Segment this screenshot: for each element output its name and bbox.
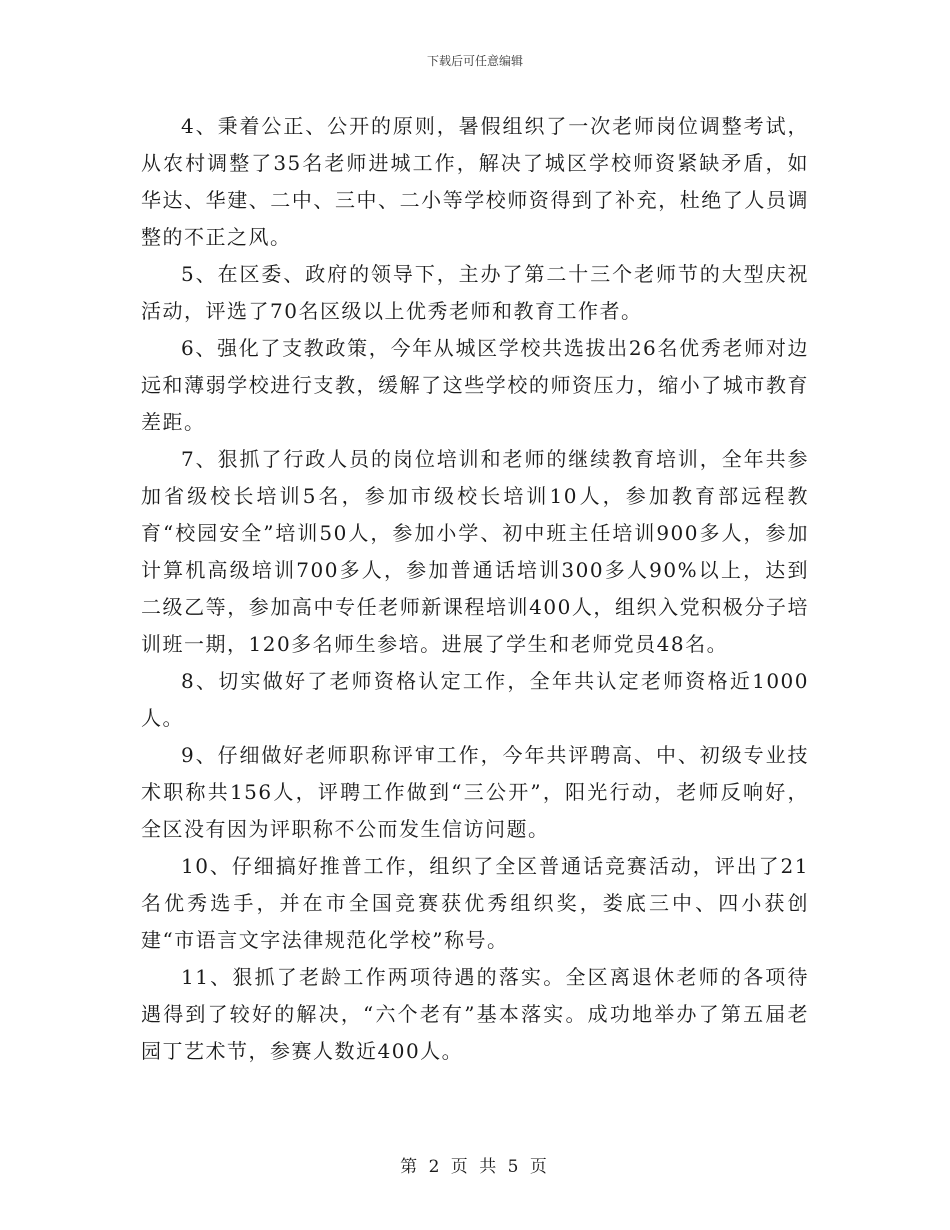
- paragraph-item-10: 10、仔细搞好推普工作，组织了全区普通话竞赛活动，评出了21名优秀选手，并在市全国竞赛获优秀组织奖，娄底三中、四小获创建“市语言文字法律规范化学校”称号。: [141, 854, 809, 952]
- paragraph-item-8: 8、切实做好了老师资格认定工作，全年共认定老师资格近1000人。: [141, 669, 809, 730]
- paragraph-item-6: 6、强化了支教政策，今年从城区学校共选拔出26名优秀老师对边远和薄弱学校进行支教，缓解了这些学校的师资压力，缩小了城市教育差距。: [141, 336, 809, 434]
- body-text: [141, 108, 809, 1070]
- page-number-footer: 第 2 页 共 5 页: [400, 1157, 550, 1177]
- paragraph-item-11: 11、狠抓了老龄工作两项待遇的落实。全区离退休老师的各项待遇得到了较好的解决，“六个老有”基本落实。成功地举办了第五届老园丁艺术节，参赛人数近400人。: [141, 965, 809, 1063]
- paragraph-item-7: 7、狠抓了行政人员的岗位培训和老师的继续教育培训，全年共参加省级校长培训5名，参加市级校长培训10人，参加教育部远程教育“校园安全”培训50人，参加小学、初中班主任培训900多人，参加计算机高级培训700多人，参加普通话培训300多人90%以上，达到二级乙等，参加高中专任老师新课程培训400人，组织入党积极分子培训班一期，120多名师生参培。进展了学生和老师党员48名。: [141, 447, 809, 656]
- header-note: 下载后可任意编辑: [426, 54, 523, 68]
- paragraph-item-5: 5、在区委、政府的领导下，主办了第二十三个老师节的大型庆祝活动，评选了70名区级以上优秀老师和教育工作者。: [141, 262, 809, 323]
- paragraph-item-4: 4、秉着公正、公开的原则，暑假组织了一次老师岗位调整考试，从农村调整了35名老师进城工作，解决了城区学校师资紧缺矛盾，如华达、华建、二中、三中、二小等学校师资得到了补充，杜绝了人员调整的不正之风。: [141, 114, 809, 249]
- paragraph-item-9: 9、仔细做好老师职称评审工作，今年共评聘高、中、初级专业技术职称共156人，评聘工作做到“三公开”，阳光行动，老师反响好，全区没有因为评职称不公而发生信访问题。: [141, 743, 809, 841]
